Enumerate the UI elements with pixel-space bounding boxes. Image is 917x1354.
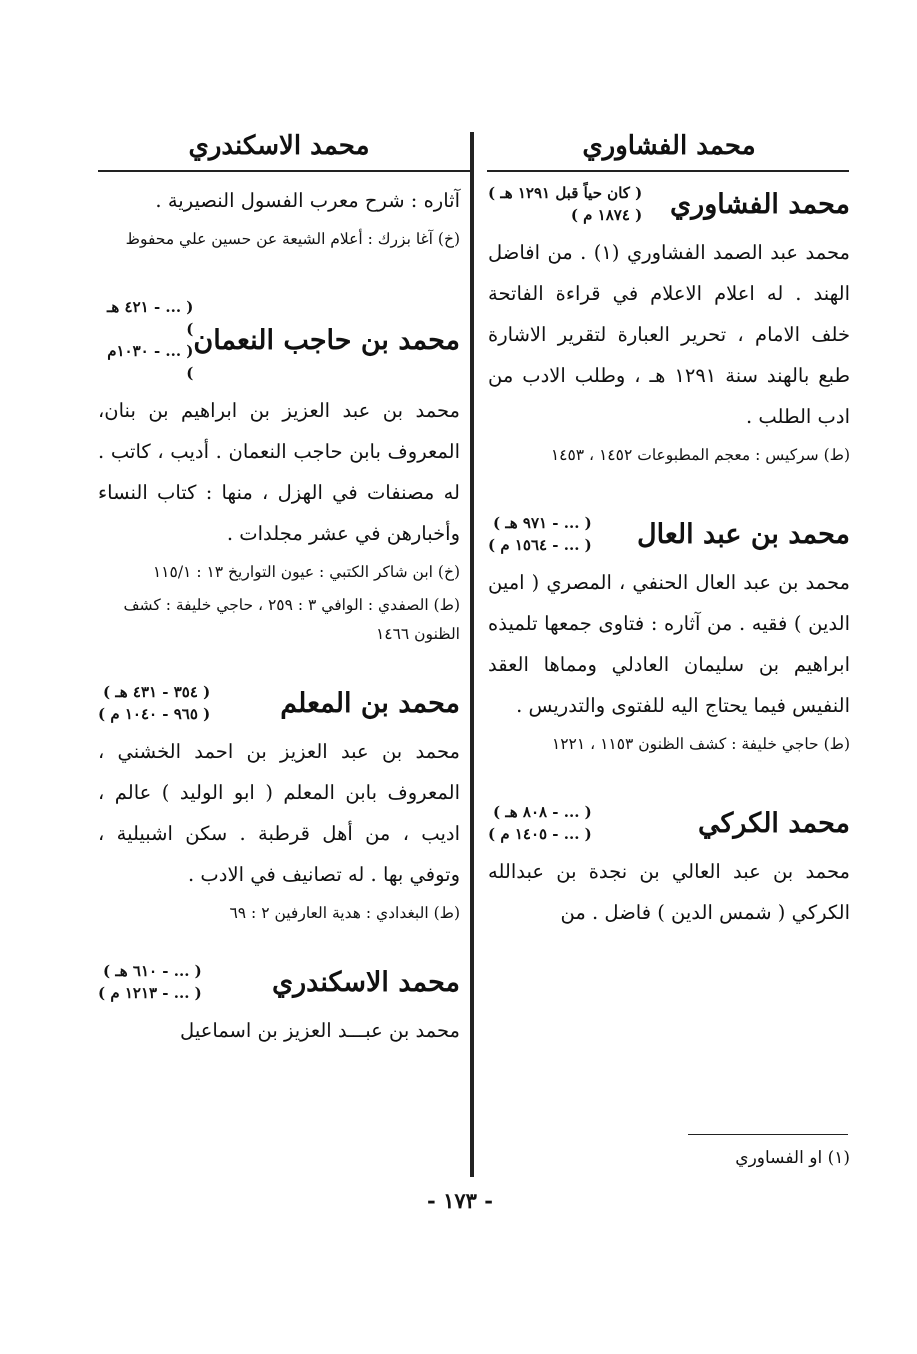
entry-name: محمد بن حاجب النعمان [193, 324, 460, 356]
entry-name: محمد الاسكندري [272, 966, 460, 998]
entry-iskandari [98, 960, 460, 1051]
entry-source: (ط) سركيس : معجم المطبوعات ١٤٥٢ ، ١٤٥٣ [550, 446, 850, 464]
running-header-left: محمد الاسكندري [188, 131, 370, 161]
right-column [488, 125, 850, 933]
entry-source: (ط) حاجي خليفة : كشف الظنون ١١٥٣ ، ١٢٢١ [551, 735, 850, 753]
entry-dates: ( ... - ٦١٠ هـ ) ( ... - ١٢١٣ م ) [98, 962, 202, 1002]
entry-source: (ط) الصفدي : الوافي ٣ : ٢٥٩ ، حاجي خليفة : كشف الظنون ١٤٦٦ [123, 596, 460, 643]
entry-dates: ( ... - ٩٧١ هـ ) ( ... - ١٥٦٤ م ) [488, 514, 592, 554]
entry-source: (ط) البغدادي : هدية العارفين ٢ : ٦٩ [229, 904, 460, 922]
entry-text: محمد بن عبد العالي بن نجدة بن عبدالله الكركي ( شمس الدين ) فاضل . من [488, 860, 850, 924]
entry-text: محمد بن عبـــد العزيز بن اسماعيل [180, 1019, 460, 1042]
continued-text: آثاره : شرح معرب الفسول النصيرية . [155, 189, 460, 212]
entry-karaki [488, 801, 850, 933]
entry-name: محمد بن عبد العال [637, 518, 850, 550]
entry-fashawri [488, 182, 850, 470]
page-number: - ١٧٣ - [427, 1188, 493, 1213]
entry-name: محمد الفشاوري [670, 188, 850, 220]
entry-name: محمد الكركي [698, 807, 850, 839]
entry-name: محمد بن المعلم [280, 687, 460, 719]
running-header-right: محمد الفشاوري [582, 131, 756, 161]
entry-dates: ( ... - ٤٢١ هـ ) ( ... - ١٠٣٠م ) [107, 298, 194, 382]
entry-ibn-al-muallim [98, 681, 460, 928]
entry-dates: ( ... - ٨٠٨ هـ ) ( ... - ١٤٠٥ م ) [488, 803, 592, 843]
left-column [98, 125, 460, 1051]
entry-text: محمد بن عبد العزيز بن ابراهيم بن بنان، المعروف بابن حاجب النعمان . أديب ، كاتب . له مصنفات في الهزل ، منها : كتاب النساء وأخبارهن في عشر مجلدات . [98, 399, 460, 545]
entry-dates: ( ٣٥٤ - ٤٣١ هـ ) ( ٩٦٥ - ١٠٤٠ م ) [98, 683, 211, 723]
entry-abd-al-aal [488, 512, 850, 759]
entry-text: محمد عبد الصمد الفشاوري (١) . من افاضل الهند . له اعلام الاعلام في قراءة الفاتحة خلف الامام ، تحرير العبارة لتقرير الاشارة طبع بالهند سنة ١٢٩١ هـ ، وطلب الادب من ادب الطلب . [488, 241, 850, 428]
entry-text: محمد بن عبد العزيز بن احمد الخشني ، المعروف بابن المعلم ( ابو الوليد ) عالم ، اديب ، من أهل قرطبة . سكن اشبيلية ، وتوفي بها . له تصانيف في الادب . [98, 740, 460, 886]
entry-hajib-al-numan [98, 296, 460, 649]
column-divider [470, 132, 474, 1177]
continued-source: (خ) آغا بزرك : أعلام الشيعة عن حسين علي محفوظ [125, 230, 460, 248]
entry-source: (خ) ابن شاكر الكتبي : عيون التواريخ ١٣ : ١١٥/١ [152, 563, 460, 581]
entry-text: محمد بن عبد العال الحنفي ، المصري ( امين الدين ) فقيه . من آثاره : فتاوى جمعها تلميذه ابراهيم بن سليمان العادلي ومماها العقد النفيس فيما يحتاج اليه للفتوى والتدريس . [488, 571, 850, 717]
entry-dates: ( كان حياً قبل ١٢٩١ هـ ) ( ١٨٧٤ م ) [488, 184, 643, 224]
footnote: (١) او الفساوري [735, 1148, 850, 1168]
footnote-rule [688, 1134, 848, 1135]
